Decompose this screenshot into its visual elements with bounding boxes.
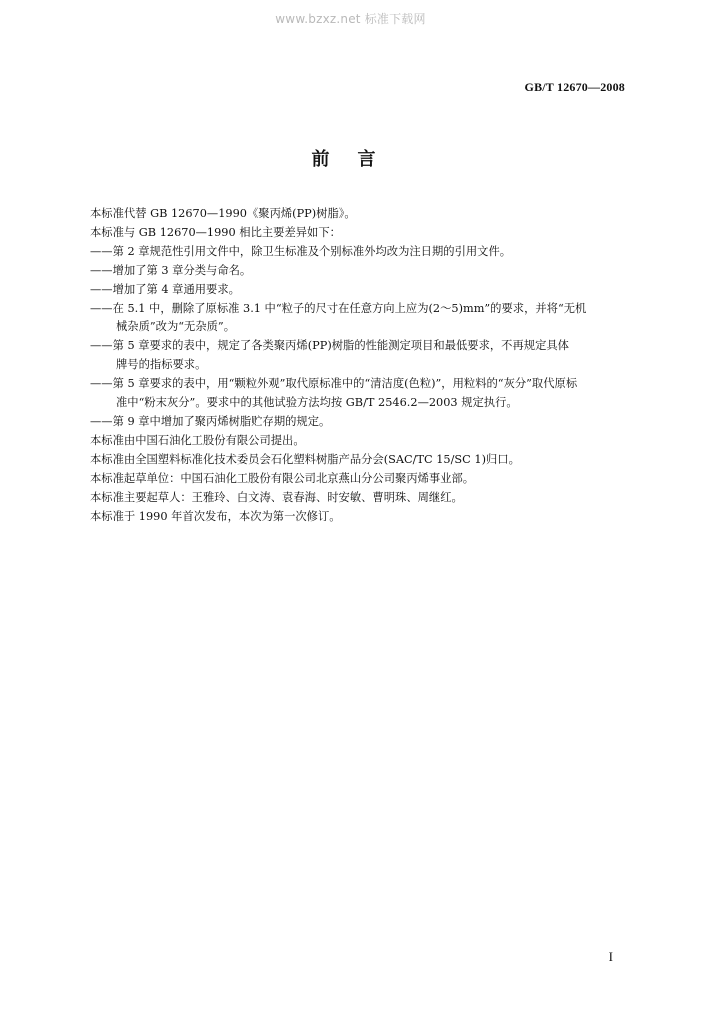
page-number: I <box>608 949 613 964</box>
paragraph-line: 本标准主要起草人：王雅玲、白文涛、袁春海、时安敏、曹明珠、周继红。 <box>90 490 463 504</box>
list-item: ——第 5 章要求的表中，规定了各类聚丙烯(PP)树脂的性能测定项目和最低要求，不再规定具体 <box>90 339 569 353</box>
standard-number: GB/T 12670—2008 <box>524 80 625 94</box>
paragraph-line: 本标准代替 GB 12670—1990《聚丙烯(PP)树脂》。 <box>90 207 356 220</box>
paragraph-line: 本标准于 1990 年首次发布，本次为第一次修订。 <box>90 509 341 523</box>
preface-body <box>90 205 626 526</box>
paragraph-line: 本标准与 GB 12670—1990 相比主要差异如下： <box>90 225 341 239</box>
list-item-continuation: 准中“粉末灰分”。要求中的其他试验方法均按 GB/T 2546.2—2003 规定执行。 <box>116 396 518 410</box>
paragraph-line: 本标准由全国塑料标准化技术委员会石化塑料树脂产品分会(SAC/TC 15/SC 1)归口。 <box>90 452 520 466</box>
site-watermark: www.bzxz.net 标准下载网 <box>275 12 426 26</box>
page-title: 前言 <box>311 149 404 170</box>
list-item-continuation: 械杂质”改为“无杂质”。 <box>116 320 235 334</box>
list-item: ——第 2 章规范性引用文件中，除卫生标准及个别标准外均改为注日期的引用文件。 <box>90 244 512 258</box>
paragraph-line: 本标准起草单位：中国石油化工股份有限公司北京燕山分公司聚丙烯事业部。 <box>90 471 475 485</box>
list-item: ——第 5 章要求的表中，用“颗粒外观”取代原标准中的“清洁度(色粒)”，用粒料的“灰分”取代原标 <box>90 377 578 391</box>
list-item: ——增加了第 4 章通用要求。 <box>90 282 240 296</box>
list-item: ——第 9 章中增加了聚丙烯树脂贮存期的规定。 <box>90 414 331 428</box>
list-item: ——增加了第 3 章分类与命名。 <box>90 263 252 277</box>
list-item: ——在 5.1 中，删除了原标准 3.1 中“粒子的尺寸在任意方向上应为(2～5)mm”的要求，并将“无机 <box>90 301 587 315</box>
list-item-continuation: 牌号的指标要求。 <box>116 358 207 372</box>
paragraph-line: 本标准由中国石油化工股份有限公司提出。 <box>90 433 305 447</box>
